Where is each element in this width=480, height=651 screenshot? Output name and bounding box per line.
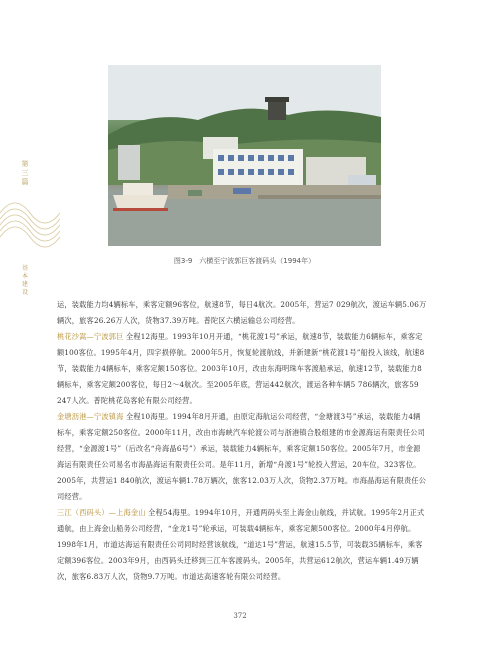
route-heading: 桃花沙嵩—宁波郭巨 [57, 332, 124, 341]
paragraph-text: 运，装载能力均4辆标车，乘客定额96客位，航速8节，每日4航次。2005年，营运7 029航次，渡运车辆5.06万辆次，旅客26.26万人次，货物37.39万吨。普陀区六横运输总公司经营。 [57, 300, 427, 325]
ferry-terminal-photo [108, 65, 381, 246]
paragraph-text: 全程12海里。1993年10月开通，“桃花渡1号”承运，航速8节，装载能力6辆标车，乘客定额100客位。1995年4月，四字损停航。2000年5月，恢复轮渡航线，并新建新“桃花渡1号”船投入该线，航速8节，装载能力4辆标车，乘客定额150客位。2003年10月，改由东海明珠车客渡船承运，航速12节，装载能力8辆标车，乘客定额200客位，每日2～4航次。至2005年底，营运442航次，渡运各种车辆5 786辆次，旅客59 247人次。普陀桃花岛客轮有限公司经营。 [57, 332, 425, 405]
paragraph-text: 全程54海里。1994年10月，开通两码头至上海金山航线，并试航。1995年2月正式通航，由上海金山船务公司经营，“金龙1号”轮承运，可装载4辆标车，乘客定额500客位。2000年4月停航。1998年1月，市道达海运有限责任公司同时经营该航线，“道达1号”营运，航速15.5节，可装载35辆标车，乘客定额396客位。2003年9月，由西码头迁移到三江车客渡码头。2005年，共营运612航次，营运车辆1.49万辆次，旅客6.83万人次，货物9.7万吨。市道达高速客轮有限公司经营。 [57, 508, 425, 581]
paragraph [57, 409, 427, 505]
paragraph-text: 全程10海里。1994年8月开通，由原定海航运公司经营，“金塘渡3号”承运，装载能力4辆标车，乘客定额250客位。2000年11月，改由市海峡汽车轮渡公司与浙港镇合股组建的市金源海运有限责任公司经营，“金源渡1号”（后改名“舟海晶6号”）承运，装载能力4辆标车，乘客定额150客位。2005年7月，市金源海运有限责任公司易名市海晶海运有限责任公司。是年11月，新增“舟渡1号”轮投入营运，20车位，323客位。2005年，共营运1 840航次，渡运车辆1.78万辆次，旅客12.03万人次，货物2.37万吨。市海晶海运有限责任公司经营。 [57, 412, 427, 501]
body-text [57, 297, 427, 585]
margin-section-label: 基本建设 [21, 265, 28, 296]
paragraph [57, 329, 427, 409]
photo-illustration [108, 65, 381, 246]
route-heading: 金塘沥港—宁波镇海 [57, 412, 124, 421]
page-number: 372 [233, 612, 247, 620]
wave-decoration-icon [0, 185, 60, 265]
route-heading: 三江（西码头）—上海金山 [57, 508, 146, 517]
figure-caption: 图3-9 六横至宁波郭巨客渡码头（1994年） [173, 257, 316, 265]
paragraph [57, 505, 427, 585]
paragraph [57, 297, 427, 329]
margin-chapter-label: 第三篇 [21, 160, 29, 186]
